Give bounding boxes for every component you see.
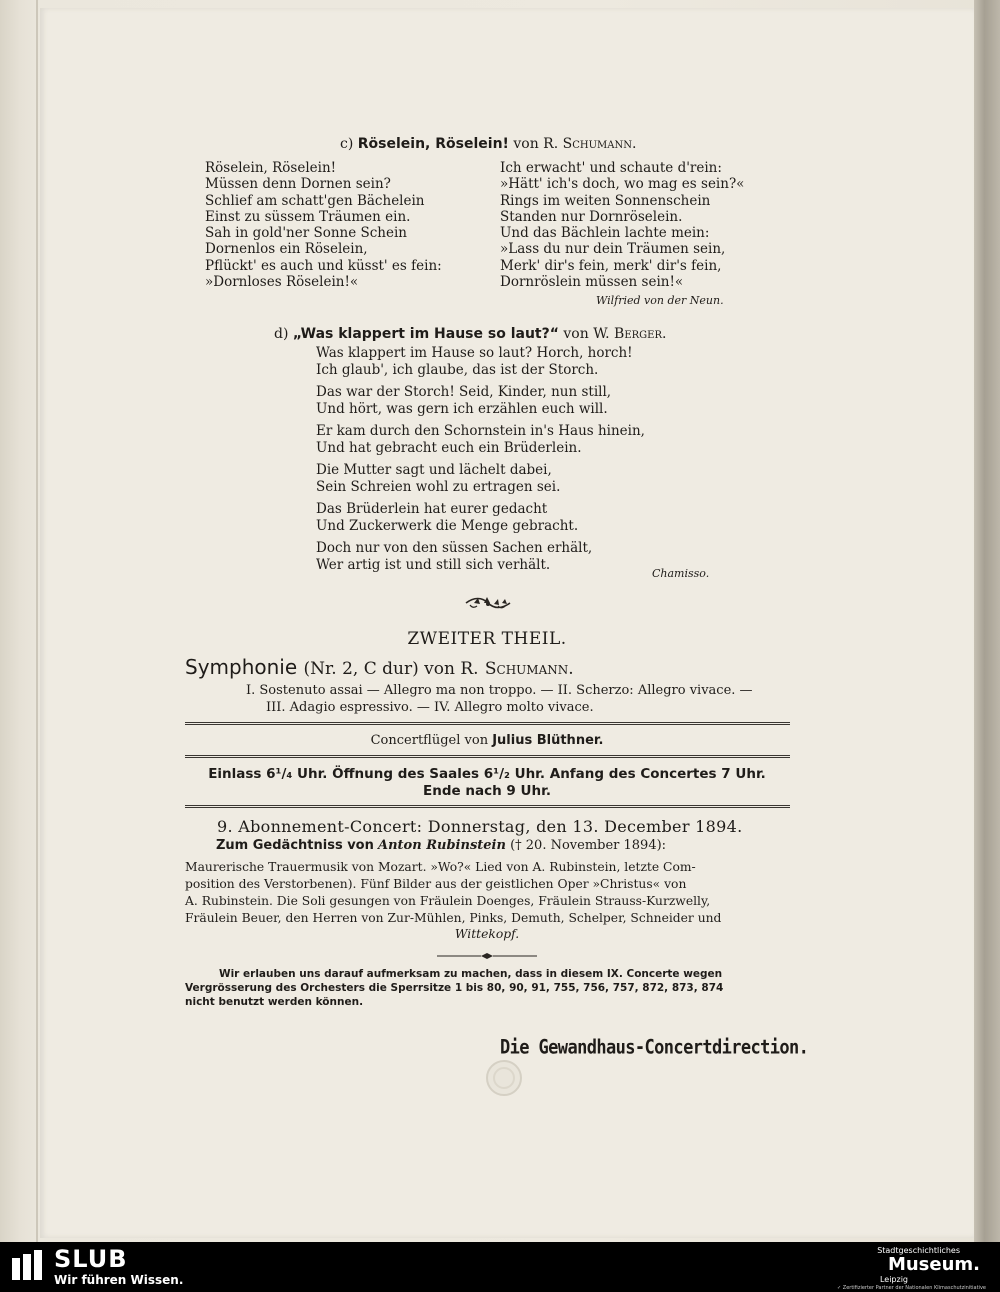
stanza xyxy=(316,462,645,495)
times-line-1: Einlass 6¹/₄ Uhr. Öffnung des Saales 6¹/₂ Uhr. Anfang des Concertes 7 Uhr. xyxy=(208,766,766,782)
next-concert-headline: 9. Abonnement-Concert: Donnerstag, den 13. December 1894. xyxy=(217,817,743,836)
museum-name: Museum. xyxy=(887,1254,980,1275)
poem-line: Pflückt' es auch und küsst' es fein: xyxy=(205,257,442,274)
poem-line: Und hat gebracht euch ein Brüderlein. xyxy=(316,439,582,456)
piano-maker: Julius Blüthner. xyxy=(492,733,604,748)
symphony-movements-1: I. Sostenuto assai — Allegro ma non troppo. — II. Scherzo: Allegro vivace. — xyxy=(246,683,753,698)
museum-prefix: Stadtgeschichtliches xyxy=(877,1246,960,1255)
symphony-composer: Schumann. xyxy=(484,659,574,679)
poem-line: Und das Bächlein lachte mein: xyxy=(500,225,710,242)
poem-line: Sah in gold'ner Sonne Schein xyxy=(205,225,408,242)
song-d-composer: Berger. xyxy=(614,326,667,342)
program-line: position des Verstorbenen). Fünf Bilder aus der geistlichen Oper »Christus« von xyxy=(185,877,687,891)
song-d-marker: d) xyxy=(274,326,289,342)
double-rule xyxy=(185,755,790,758)
show-through-ghost xyxy=(100,56,1000,126)
song-d-text xyxy=(316,345,645,573)
stanza xyxy=(316,345,645,378)
concert-times xyxy=(0,766,974,800)
memorial-name: Anton Rubinstein xyxy=(378,838,506,853)
part-two-heading: ZWEITER THEIL. xyxy=(407,629,567,649)
library-tagline: Wir führen Wissen. xyxy=(54,1273,184,1287)
stanza xyxy=(316,501,645,534)
symphony-movements-2: III. Adagio espressivo. — IV. Allegro molto vivace. xyxy=(266,700,594,715)
slub-logo-icon xyxy=(12,1250,42,1280)
double-rule xyxy=(185,722,790,725)
program-line: Maurerische Trauermusik von Mozart. »Wo?« Lied von A. Rubinstein, letzte Com- xyxy=(185,860,696,874)
poem-line: »Hätt' ich's doch, wo mag es sein?« xyxy=(500,176,745,193)
page-edge xyxy=(974,0,1000,1242)
poem-line: Er kam durch den Schornstein in's Haus hinein, xyxy=(316,423,645,439)
footer-bar xyxy=(0,1242,1000,1292)
memorial-prefix: Zum Gedächtniss von xyxy=(216,838,374,853)
signature: Die Gewandhaus-Concertdirection. xyxy=(500,1036,809,1059)
stanza xyxy=(316,423,645,456)
times-line-2: Ende nach 9 Uhr. xyxy=(423,783,551,799)
poem-line: Ich erwacht' und schaute d'rein: xyxy=(500,160,722,176)
symphony-title: Symphonie xyxy=(185,655,298,679)
poem-line: Das Brüderlein hat eurer gedacht xyxy=(316,501,548,517)
seating-notice xyxy=(185,967,723,1009)
page-fold xyxy=(36,0,38,1242)
song-d-heading xyxy=(274,326,666,342)
song-d-poet: Chamisso. xyxy=(652,567,710,580)
poem-line: »Dornloses Röselein!« xyxy=(205,274,359,291)
song-d-by: von W. xyxy=(563,326,610,342)
poem-line: Schlief am schatt'gen Bächelein xyxy=(205,192,425,209)
song-c-heading xyxy=(340,136,636,152)
song-c-left-column xyxy=(205,160,442,290)
poem-line: Einst zu süssem Träumen ein. xyxy=(205,208,411,225)
song-c-marker: c) xyxy=(340,136,354,152)
stanza xyxy=(316,384,645,417)
poem-line: Müssen denn Dornen sein? xyxy=(205,176,391,193)
symphony-detail: (Nr. 2, C dur) von R. xyxy=(303,659,479,679)
poem-line: Das war der Storch! Seid, Kinder, nun still, xyxy=(316,384,612,400)
song-c-composer: Schumann. xyxy=(562,136,637,152)
program-text xyxy=(185,859,721,927)
poem-line: Was klappert im Hause so laut? Horch, horch! xyxy=(316,345,633,361)
memorial-date: († 20. November 1894): xyxy=(510,838,667,853)
embossed-stamp-icon xyxy=(484,1058,524,1098)
poem-line: Doch nur von den süssen Sachen erhält, xyxy=(316,540,593,556)
piano-note xyxy=(0,733,974,748)
poem-line: Und hört, was gern ich erzählen euch will. xyxy=(316,400,608,417)
notice-line: nicht benutzt werden können. xyxy=(185,996,364,1008)
poem-line: Ich glaub', ich glaube, das ist der Storch. xyxy=(316,361,599,378)
double-rule xyxy=(185,805,790,808)
program-line: Fräulein Beuer, den Herren von Zur-Mühlen, Pinks, Demuth, Schelper, Schneider und xyxy=(185,911,722,925)
stanza xyxy=(316,540,645,573)
poem-line: Dornröslein müssen sein!« xyxy=(500,274,684,291)
memorial-line xyxy=(216,838,666,853)
piano-note-text: Concertflügel von xyxy=(370,733,489,748)
poem-line: Rings im weiten Sonnenschein xyxy=(500,192,711,209)
divider-ornament-icon xyxy=(437,951,537,961)
song-c-poet: Wilfried von der Neun. xyxy=(596,294,724,307)
poem-line: Wer artig ist und still sich verhält. xyxy=(316,556,551,573)
song-c-title: Röselein, Röselein! xyxy=(357,136,509,152)
song-d-title: „Was klappert im Hause so laut?“ xyxy=(292,326,559,342)
program-last-line: Wittekopf. xyxy=(454,927,520,941)
museum-certification: ✓ Zertifizierter Partner der Nationalen Klimaschutzinitiative xyxy=(836,1285,986,1291)
floral-ornament-icon xyxy=(462,595,514,611)
symphony-heading xyxy=(185,655,574,679)
notice-line: Wir erlauben uns darauf aufmerksam zu machen, dass in diesem IX. Concerte wegen xyxy=(219,968,723,980)
poem-line: Sein Schreien wohl zu ertragen sei. xyxy=(316,478,561,495)
poem-line: Und Zuckerwerk die Menge gebracht. xyxy=(316,517,579,534)
museum-city: Leipzig xyxy=(879,1275,908,1284)
poem-line: Standen nur Dornröselein. xyxy=(500,208,683,225)
poem-line: Merk' dir's fein, merk' dir's fein, xyxy=(500,257,722,274)
song-c-by: von R. xyxy=(513,136,559,152)
poem-line: Die Mutter sagt und lächelt dabei, xyxy=(316,462,552,478)
poem-line: »Lass du nur dein Träumen sein, xyxy=(500,241,726,258)
song-c-right-column xyxy=(500,160,744,290)
poem-line: Dornenlos ein Röselein, xyxy=(205,241,368,258)
notice-line: Vergrösserung des Orchesters die Sperrsitze 1 bis 80, 90, 91, 755, 756, 757, 872, 873, 874 xyxy=(185,982,724,994)
library-name: SLUB xyxy=(54,1245,128,1273)
program-line: A. Rubinstein. Die Soli gesungen von Fräulein Doenges, Fräulein Strauss-Kurzwelly, xyxy=(185,894,711,908)
poem-line: Röselein, Röselein! xyxy=(205,160,337,176)
